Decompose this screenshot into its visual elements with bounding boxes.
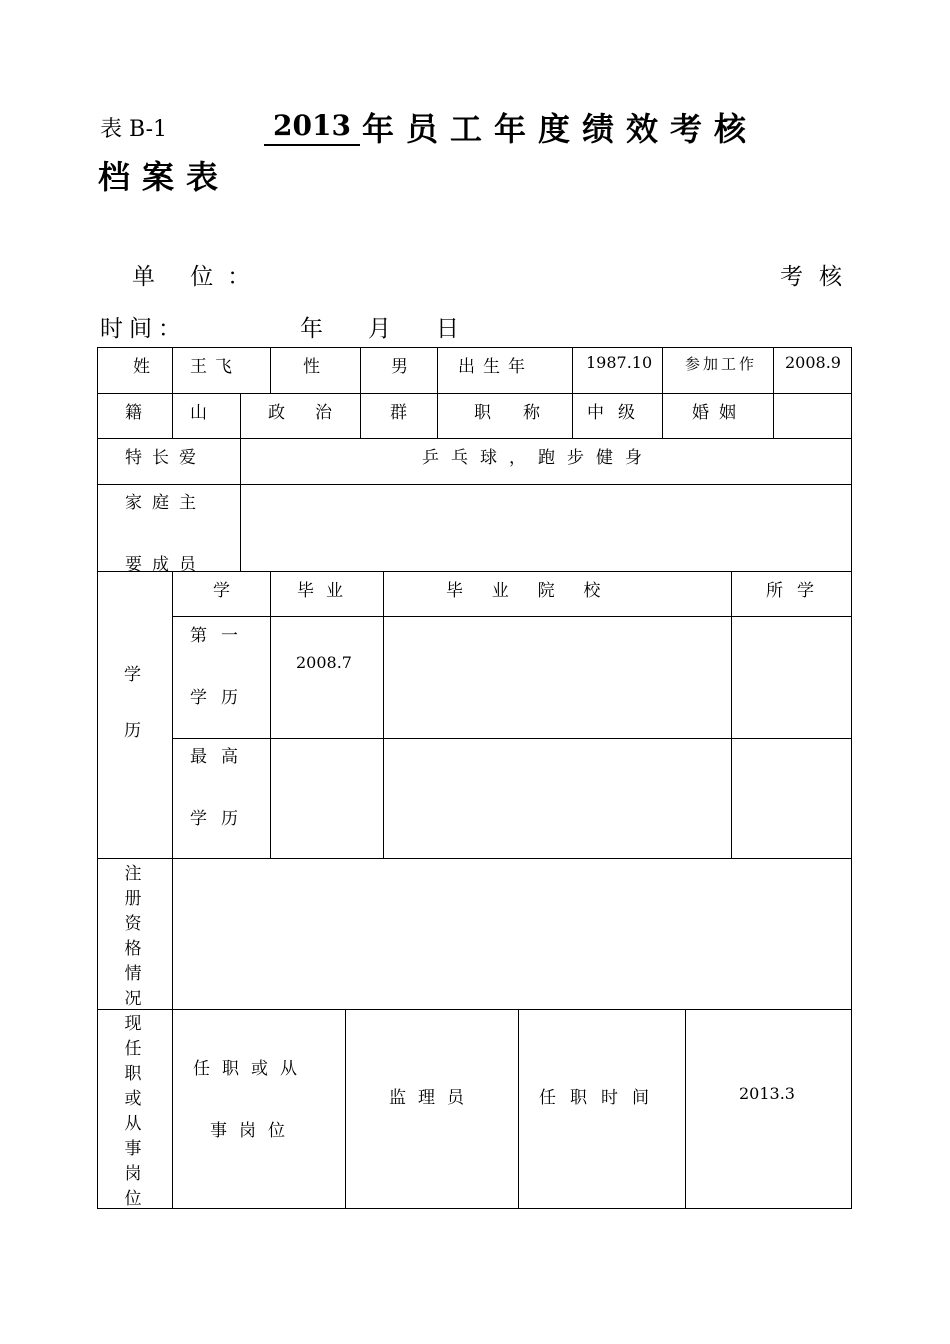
post-label-line2: 事岗位 <box>210 1121 297 1141</box>
grid-line <box>345 1009 346 1208</box>
grid-line <box>172 1009 173 1208</box>
title-line-2: 档案表 <box>98 158 231 196</box>
grid-line <box>773 393 774 438</box>
grid-line <box>437 347 438 393</box>
work-start-value: 2008.9 <box>785 353 841 372</box>
grid-line <box>572 347 573 393</box>
title-line-1: 年员工年度绩效考核 <box>362 110 759 148</box>
assess-time-label: 时间： <box>100 316 187 342</box>
grid-line <box>240 393 241 438</box>
family-label-line2: 要成员 <box>125 555 206 575</box>
grid-line <box>383 571 384 858</box>
professional-title-value: 中级 <box>587 403 649 423</box>
work-start-label: 参加工作 <box>685 355 758 373</box>
grid-line <box>172 571 173 858</box>
hobby-label: 特长爱 <box>125 448 206 468</box>
graduation-time-column-header: 毕业 <box>297 581 355 601</box>
month-label: 月 <box>368 316 391 342</box>
form-number: 表 B-1 <box>100 117 167 142</box>
grid-line <box>437 393 438 438</box>
grid-line <box>97 484 852 485</box>
grid-line <box>172 616 852 617</box>
grid-line <box>662 393 663 438</box>
grid-line <box>172 347 173 393</box>
post-label-line1: 任职或从 <box>193 1059 309 1079</box>
birth-label: 出生年 <box>458 357 533 377</box>
assess-label: 考核 <box>780 264 858 290</box>
education-section-label-line2: 历 <box>124 721 149 741</box>
grid-line <box>97 347 98 1209</box>
political-label: 政治 <box>268 403 362 423</box>
name-value: 王飞 <box>190 357 240 377</box>
current-position-label: 现任职或从事岗位 <box>124 1014 142 1209</box>
grid-line <box>172 738 852 739</box>
day-label: 日 <box>436 316 459 342</box>
birth-value: 1987.10 <box>586 353 653 372</box>
grid-line <box>270 347 271 393</box>
grid-line <box>97 1208 852 1209</box>
highest-degree-label-line2: 学历 <box>190 809 252 829</box>
grid-line <box>97 347 852 348</box>
political-value: 群 <box>390 403 415 423</box>
degree-column-header: 学 <box>213 581 238 601</box>
grid-line <box>685 1009 686 1208</box>
hobby-value: 乒乓球，跑步健身 <box>422 448 654 468</box>
marital-label: 婚姻 <box>692 403 746 423</box>
family-label-line1: 家庭主 <box>125 493 206 513</box>
professional-title-label: 职称 <box>474 403 572 423</box>
first-degree-label-line1: 第一 <box>190 626 252 646</box>
appointment-time-label: 任职时间 <box>539 1088 663 1108</box>
grid-line <box>97 1009 852 1010</box>
grid-line <box>731 571 732 858</box>
appointment-time-value: 2013.3 <box>739 1084 795 1103</box>
title-year-value: 2013 <box>264 108 360 146</box>
education-section-label-line1: 学 <box>124 665 149 685</box>
gender-label: 性 <box>303 357 328 377</box>
grid-line <box>851 347 852 1209</box>
grid-line <box>270 571 271 858</box>
title-year <box>264 108 360 146</box>
unit-label: 单 位： <box>132 264 265 290</box>
post-value: 监理员 <box>389 1088 476 1108</box>
major-column-header: 所学 <box>766 581 828 601</box>
grid-line <box>773 347 774 393</box>
grid-line <box>360 347 361 393</box>
grid-line <box>240 438 241 571</box>
grid-line <box>518 1009 519 1208</box>
grid-line <box>97 571 852 572</box>
grid-line <box>662 347 663 393</box>
registration-label: 注册资格情况 <box>124 864 142 1009</box>
origin-value: 山 <box>190 403 215 423</box>
highest-degree-label-line1: 最高 <box>190 747 252 767</box>
grid-line <box>97 393 852 394</box>
grid-line <box>172 393 173 438</box>
year-label: 年 <box>300 316 323 342</box>
grid-line <box>97 438 852 439</box>
first-degree-label-line2: 学历 <box>190 688 252 708</box>
gender-value: 男 <box>391 357 416 377</box>
first-degree-graduation-time: 2008.7 <box>296 653 352 672</box>
grid-line <box>172 858 173 1009</box>
name-label: 姓 <box>133 357 158 377</box>
origin-label: 籍 <box>125 403 150 423</box>
grid-line <box>97 858 852 859</box>
grid-line <box>572 393 573 438</box>
school-column-header: 毕 业 院 校 <box>446 581 607 601</box>
